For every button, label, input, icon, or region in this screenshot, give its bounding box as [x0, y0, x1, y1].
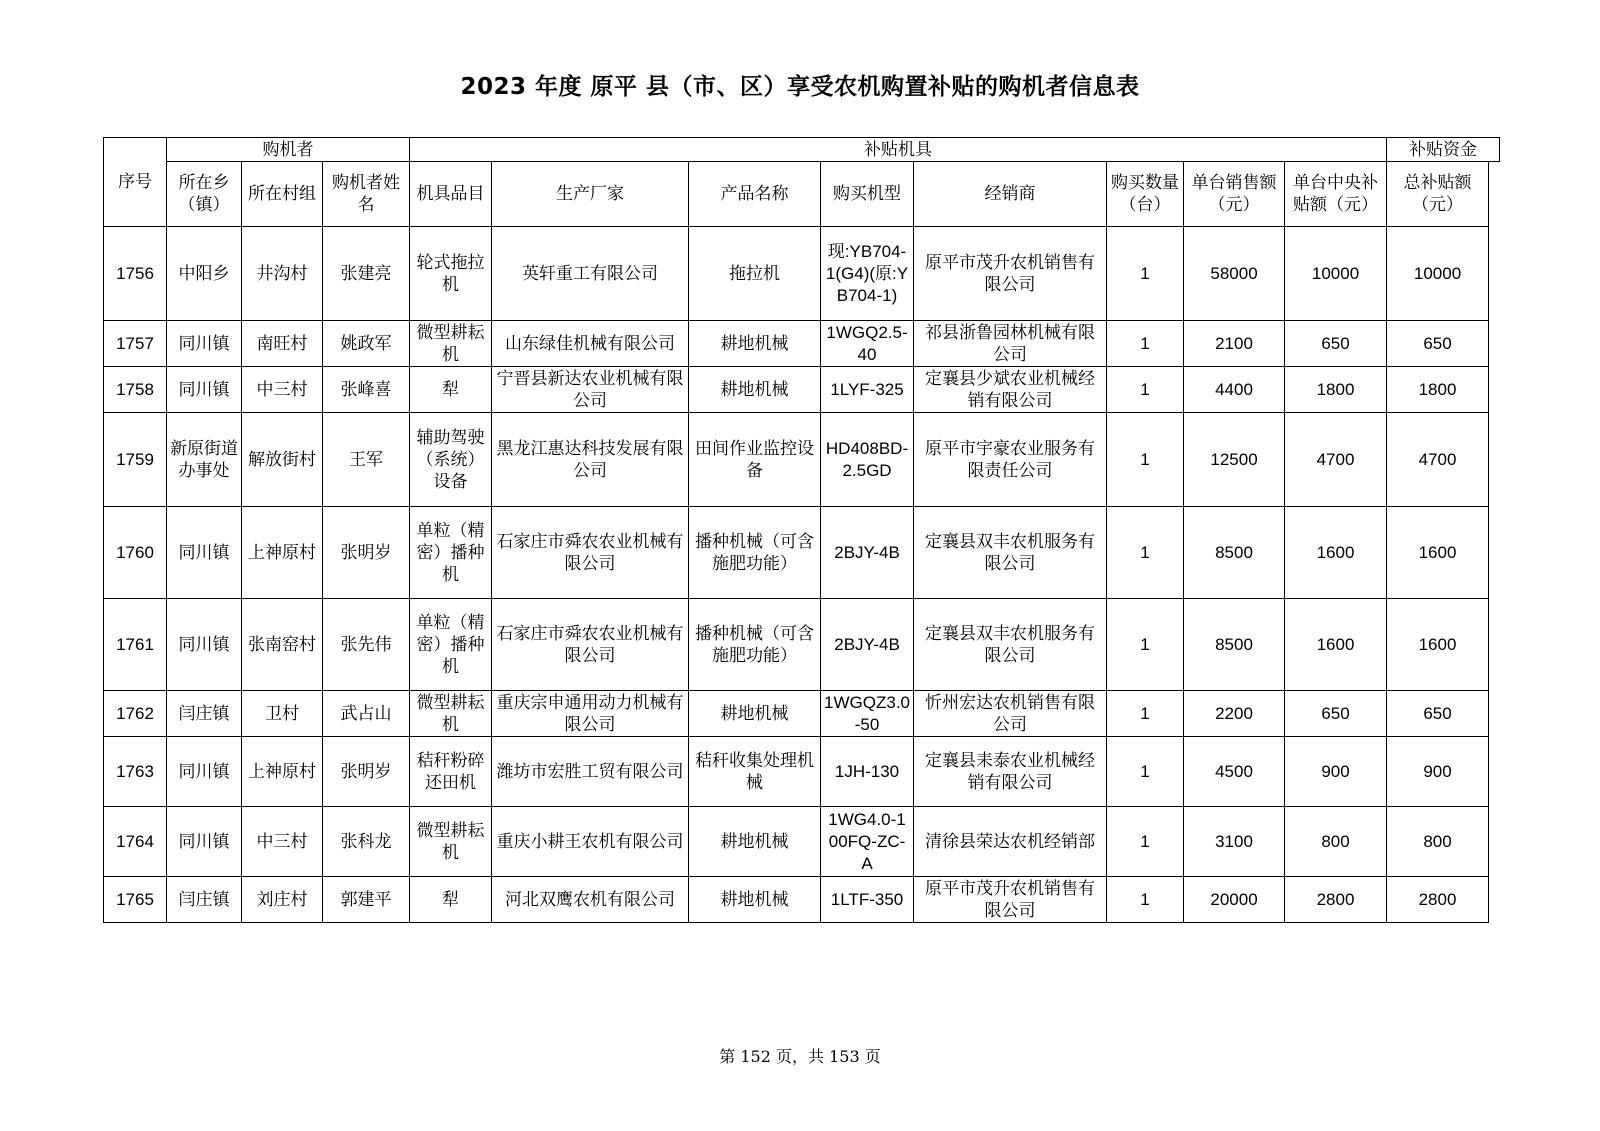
cell-no: 1759 — [104, 413, 167, 507]
col-header-total: 总补贴额（元） — [1387, 162, 1489, 227]
cell-no: 1764 — [104, 807, 167, 877]
cell-total: 1600 — [1387, 507, 1489, 599]
cell-dealer: 定襄县双丰农机服务有限公司 — [914, 599, 1107, 691]
cell-product: 播种机械（可含施肥功能） — [689, 507, 821, 599]
cell-price: 2100 — [1184, 321, 1285, 367]
cell-town: 同川镇 — [167, 737, 242, 807]
cell-category: 轮式拖拉机 — [410, 227, 492, 321]
cell-name: 张先伟 — [323, 599, 410, 691]
cell-town: 闫庄镇 — [167, 691, 242, 737]
cell-price: 8500 — [1184, 507, 1285, 599]
cell-central: 2800 — [1285, 877, 1387, 923]
cell-maker: 英轩重工有限公司 — [492, 227, 689, 321]
cell-product: 田间作业监控设备 — [689, 413, 821, 507]
cell-total: 2800 — [1387, 877, 1489, 923]
cell-total: 4700 — [1387, 413, 1489, 507]
cell-qty: 1 — [1107, 321, 1184, 367]
col-header-name: 购机者姓名 — [323, 162, 410, 227]
cell-product: 耕地机械 — [689, 367, 821, 413]
cell-total: 900 — [1387, 737, 1489, 807]
col-header-town: 所在乡（镇） — [167, 162, 242, 227]
cell-central: 900 — [1285, 737, 1387, 807]
col-header-village: 所在村组 — [242, 162, 323, 227]
group-header-funds: 补贴资金 — [1387, 138, 1500, 162]
cell-central: 1600 — [1285, 599, 1387, 691]
cell-town: 同川镇 — [167, 807, 242, 877]
cell-qty: 1 — [1107, 599, 1184, 691]
table-row — [104, 507, 1500, 599]
cell-name: 王军 — [323, 413, 410, 507]
cell-product: 耕地机械 — [689, 691, 821, 737]
cell-price: 58000 — [1184, 227, 1285, 321]
cell-no: 1761 — [104, 599, 167, 691]
header-column-row — [104, 162, 1500, 227]
cell-town: 同川镇 — [167, 367, 242, 413]
cell-maker: 黑龙江惠达科技发展有限公司 — [492, 413, 689, 507]
table-row — [104, 691, 1500, 737]
cell-no: 1757 — [104, 321, 167, 367]
cell-central: 10000 — [1285, 227, 1387, 321]
cell-town: 中阳乡 — [167, 227, 242, 321]
cell-maker: 潍坊市宏胜工贸有限公司 — [492, 737, 689, 807]
cell-product: 播种机械（可含施肥功能） — [689, 599, 821, 691]
cell-dealer: 清徐县荣达农机经销部 — [914, 807, 1107, 877]
cell-qty: 1 — [1107, 877, 1184, 923]
cell-village: 刘庄村 — [242, 877, 323, 923]
table-row — [104, 877, 1500, 923]
col-header-central: 单台中央补贴额（元） — [1285, 162, 1387, 227]
cell-name: 张建亮 — [323, 227, 410, 321]
cell-model: 现:YB704-1(G4)(原:YB704-1) — [821, 227, 914, 321]
cell-model: HD408BD-2.5GD — [821, 413, 914, 507]
cell-category: 单粒（精密）播种机 — [410, 507, 492, 599]
cell-price: 2200 — [1184, 691, 1285, 737]
col-header-category: 机具品目 — [410, 162, 492, 227]
cell-category: 犁 — [410, 367, 492, 413]
table-row — [104, 737, 1500, 807]
cell-maker: 石家庄市舜农农业机械有限公司 — [492, 507, 689, 599]
cell-no: 1756 — [104, 227, 167, 321]
cell-model: 1WGQZ3.0-50 — [821, 691, 914, 737]
cell-category: 犁 — [410, 877, 492, 923]
col-header-qty: 购买数量（台） — [1107, 162, 1184, 227]
group-header-buyer: 购机者 — [167, 138, 410, 162]
cell-maker: 河北双鹰农机有限公司 — [492, 877, 689, 923]
col-header-no: 序号 — [104, 138, 167, 227]
cell-model: 1WG4.0-100FQ-ZC-A — [821, 807, 914, 877]
cell-central: 4700 — [1285, 413, 1387, 507]
cell-name: 张明岁 — [323, 737, 410, 807]
cell-central: 650 — [1285, 321, 1387, 367]
cell-maker: 重庆宗申通用动力机械有限公司 — [492, 691, 689, 737]
cell-village: 上神原村 — [242, 507, 323, 599]
cell-price: 12500 — [1184, 413, 1285, 507]
cell-qty: 1 — [1107, 227, 1184, 321]
col-header-product: 产品名称 — [689, 162, 821, 227]
cell-category: 辅助驾驶（系统）设备 — [410, 413, 492, 507]
cell-name: 张明岁 — [323, 507, 410, 599]
cell-town: 闫庄镇 — [167, 877, 242, 923]
cell-no: 1763 — [104, 737, 167, 807]
cell-dealer: 原平市茂升农机销售有限公司 — [914, 227, 1107, 321]
cell-dealer: 忻州宏达农机销售有限公司 — [914, 691, 1107, 737]
cell-product: 耕地机械 — [689, 877, 821, 923]
cell-total: 800 — [1387, 807, 1489, 877]
table-row — [104, 413, 1500, 507]
cell-dealer: 原平市茂升农机销售有限公司 — [914, 877, 1107, 923]
cell-total: 1800 — [1387, 367, 1489, 413]
cell-dealer: 定襄县双丰农机服务有限公司 — [914, 507, 1107, 599]
cell-no: 1758 — [104, 367, 167, 413]
cell-qty: 1 — [1107, 413, 1184, 507]
cell-price: 4400 — [1184, 367, 1285, 413]
table-row — [104, 321, 1500, 367]
cell-category: 微型耕耘机 — [410, 807, 492, 877]
cell-town: 同川镇 — [167, 321, 242, 367]
cell-model: 1WGQ2.5-40 — [821, 321, 914, 367]
cell-price: 20000 — [1184, 877, 1285, 923]
subsidy-table — [103, 137, 1500, 923]
cell-name: 张峰喜 — [323, 367, 410, 413]
page-title: 2023 年度 原平 县（市、区）享受农机购置补贴的购机者信息表 — [460, 74, 1140, 100]
cell-maker: 宁晋县新达农业机械有限公司 — [492, 367, 689, 413]
cell-total: 650 — [1387, 691, 1489, 737]
cell-name: 姚政军 — [323, 321, 410, 367]
cell-central: 800 — [1285, 807, 1387, 877]
col-header-price: 单台销售额（元） — [1184, 162, 1285, 227]
col-header-model: 购买机型 — [821, 162, 914, 227]
cell-no: 1765 — [104, 877, 167, 923]
table-row — [104, 367, 1500, 413]
cell-village: 张南窑村 — [242, 599, 323, 691]
cell-village: 上神原村 — [242, 737, 323, 807]
cell-category: 单粒（精密）播种机 — [410, 599, 492, 691]
col-header-maker: 生产厂家 — [492, 162, 689, 227]
cell-model: 2BJY-4B — [821, 599, 914, 691]
cell-dealer: 定襄县耒泰农业机械经销有限公司 — [914, 737, 1107, 807]
cell-category: 微型耕耘机 — [410, 691, 492, 737]
header-group-row — [104, 138, 1500, 162]
cell-central: 1800 — [1285, 367, 1387, 413]
cell-product: 拖拉机 — [689, 227, 821, 321]
table-row — [104, 807, 1500, 877]
table-row — [104, 599, 1500, 691]
cell-village: 解放街村 — [242, 413, 323, 507]
cell-village: 南旺村 — [242, 321, 323, 367]
cell-total: 650 — [1387, 321, 1489, 367]
cell-central: 650 — [1285, 691, 1387, 737]
cell-village: 卫村 — [242, 691, 323, 737]
cell-dealer: 祁县浙鲁园林机械有限公司 — [914, 321, 1107, 367]
cell-qty: 1 — [1107, 807, 1184, 877]
cell-name: 武占山 — [323, 691, 410, 737]
cell-model: 1JH-130 — [821, 737, 914, 807]
cell-village: 井沟村 — [242, 227, 323, 321]
cell-dealer: 原平市宇豪农业服务有限责任公司 — [914, 413, 1107, 507]
cell-no: 1762 — [104, 691, 167, 737]
table-row — [104, 227, 1500, 321]
cell-product: 秸秆收集处理机械 — [689, 737, 821, 807]
cell-total: 10000 — [1387, 227, 1489, 321]
cell-central: 1600 — [1285, 507, 1387, 599]
col-header-dealer: 经销商 — [914, 162, 1107, 227]
group-header-machine: 补贴机具 — [410, 138, 1387, 162]
cell-qty: 1 — [1107, 737, 1184, 807]
cell-name: 郭建平 — [323, 877, 410, 923]
cell-dealer: 定襄县少斌农业机械经销有限公司 — [914, 367, 1107, 413]
cell-maker: 重庆小耕王农机有限公司 — [492, 807, 689, 877]
cell-model: 1LTF-350 — [821, 877, 914, 923]
cell-total: 1600 — [1387, 599, 1489, 691]
cell-town: 新原街道办事处 — [167, 413, 242, 507]
cell-price: 8500 — [1184, 599, 1285, 691]
table-body — [104, 227, 1500, 923]
cell-price: 3100 — [1184, 807, 1285, 877]
cell-maker: 石家庄市舜农农业机械有限公司 — [492, 599, 689, 691]
cell-name: 张科龙 — [323, 807, 410, 877]
cell-product: 耕地机械 — [689, 807, 821, 877]
cell-village: 中三村 — [242, 807, 323, 877]
page-footer: 第 152 页，共 153 页 — [719, 1047, 881, 1066]
cell-qty: 1 — [1107, 507, 1184, 599]
cell-model: 1LYF-325 — [821, 367, 914, 413]
cell-model: 2BJY-4B — [821, 507, 914, 599]
cell-village: 中三村 — [242, 367, 323, 413]
cell-town: 同川镇 — [167, 507, 242, 599]
cell-category: 秸秆粉碎还田机 — [410, 737, 492, 807]
cell-qty: 1 — [1107, 367, 1184, 413]
cell-product: 耕地机械 — [689, 321, 821, 367]
cell-qty: 1 — [1107, 691, 1184, 737]
cell-maker: 山东绿佳机械有限公司 — [492, 321, 689, 367]
cell-category: 微型耕耘机 — [410, 321, 492, 367]
cell-town: 同川镇 — [167, 599, 242, 691]
cell-no: 1760 — [104, 507, 167, 599]
cell-price: 4500 — [1184, 737, 1285, 807]
